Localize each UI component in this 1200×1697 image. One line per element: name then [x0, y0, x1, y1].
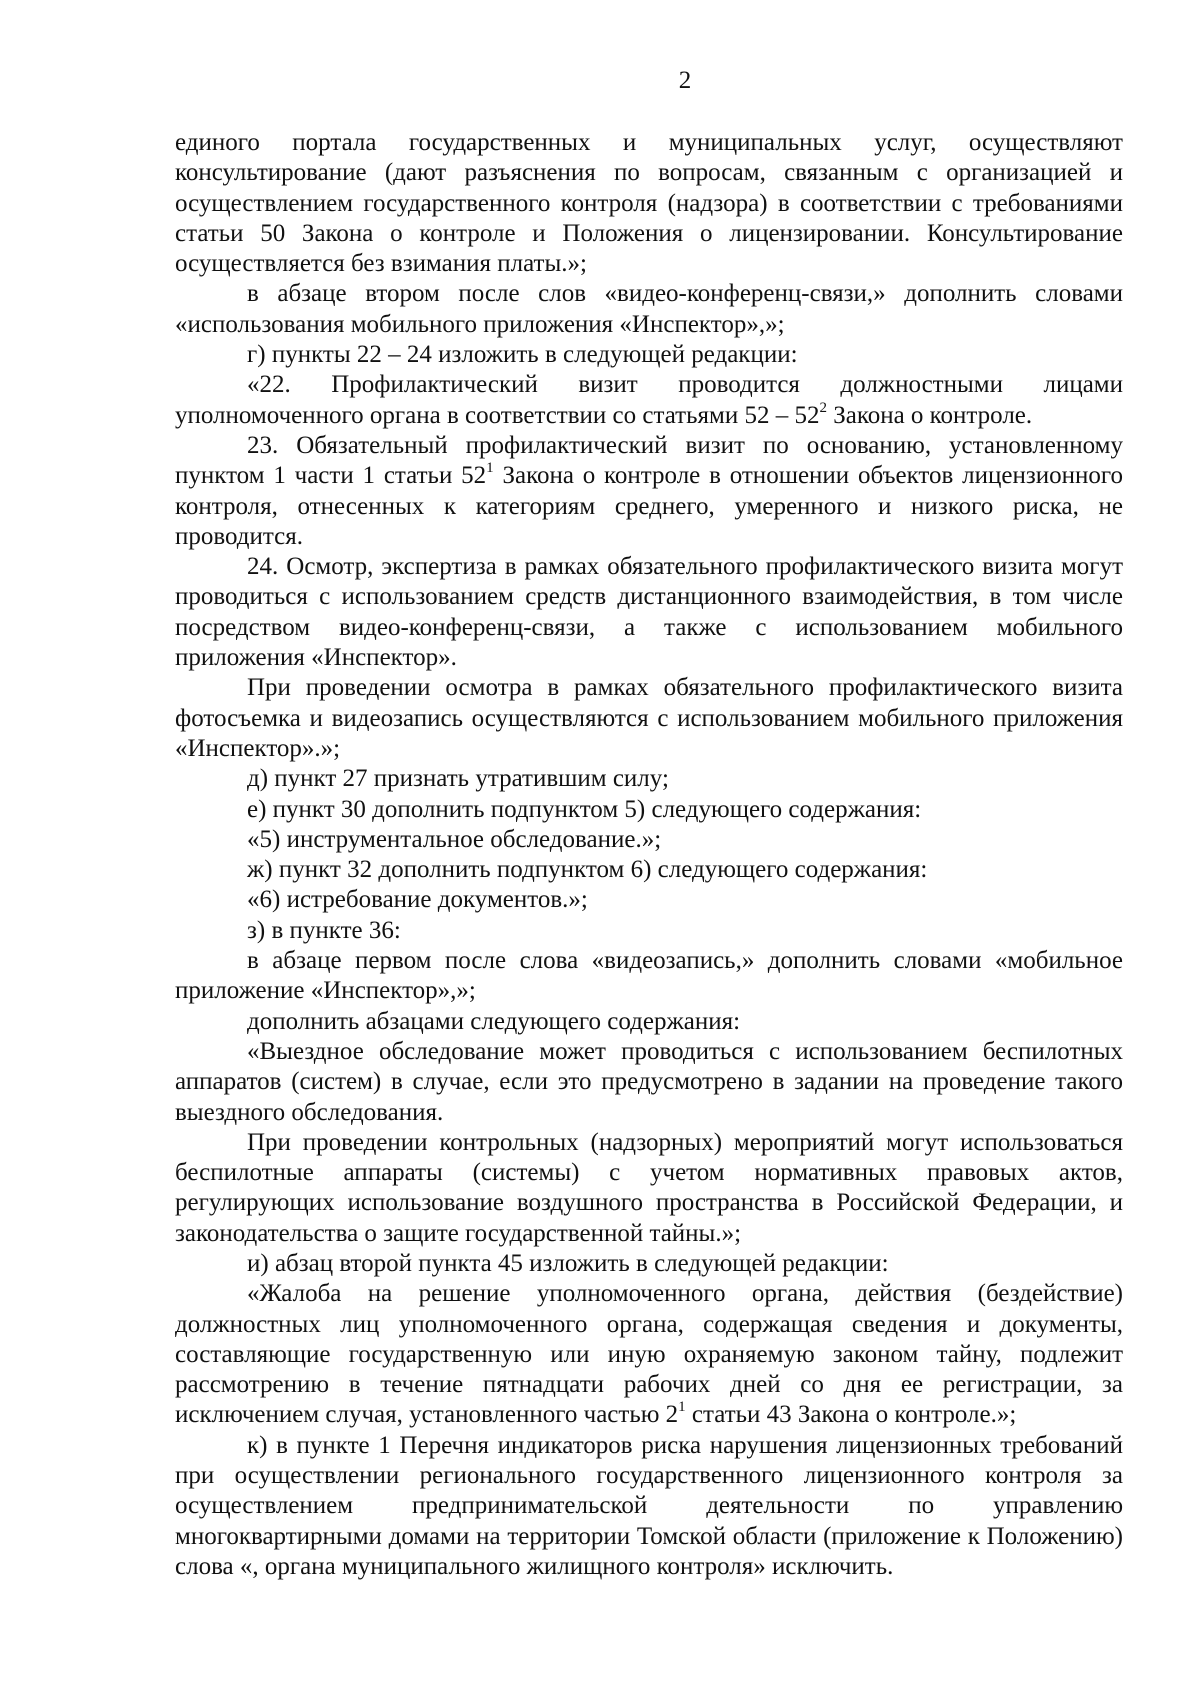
paragraph-text: Закона о контроле.: [826, 401, 1033, 429]
paragraph-text: в абзаце первом после слова «видеозапись,» дополнить словами «мобильное приложение «Инспектор»,»;: [175, 947, 1123, 1005]
paragraph-text: е) пункт 30 дополнить подпунктом 5) следующего содержания:: [247, 795, 922, 823]
paragraph: [175, 552, 1123, 673]
paragraph: [175, 795, 1123, 825]
paragraph-text: «6) истребование документов.»;: [247, 886, 588, 914]
paragraph-text: «22. Профилактический визит проводится должностными лицами уполномоченного органа в соответствии со статьями 52 – 52: [175, 371, 1123, 429]
paragraph-text: статьи 43 Закона о контроле.»;: [685, 1401, 1017, 1429]
paragraph: [175, 1249, 1123, 1279]
paragraph-text: г) пункты 22 – 24 изложить в следующей редакции:: [247, 341, 798, 369]
paragraph: [175, 1007, 1123, 1037]
paragraph-text: При проведении контрольных (надзорных) мероприятий могут использоваться беспилотные аппараты (системы) с учетом нормативных правовых актов, регулирующих использование воздушного пространства в Российской Федерации, и законодательства о защите государственной тайны.»;: [175, 1128, 1123, 1247]
paragraph: [175, 1279, 1123, 1430]
paragraph: [175, 128, 1123, 279]
paragraph-text: з) в пункте 36:: [247, 916, 401, 944]
paragraph-text: к) в пункте 1 Перечня индикаторов риска нарушения лицензионных требований при осуществлении регионального государственного лицензионного контроля за осуществлением предпринимательской деятельности по управлению многоквартирными домами на территории Томской области (приложение к Положению) слова «, органа муниципального жилищного контроля» исключить.: [175, 1431, 1123, 1580]
paragraph: [175, 340, 1123, 370]
paragraph: [175, 855, 1123, 885]
paragraph: [175, 1431, 1123, 1582]
paragraph-text: и) абзац второй пункта 45 изложить в следующей редакции:: [247, 1249, 889, 1277]
paragraph-text: «Выездное обследование может проводиться с использованием беспилотных аппаратов (систем) в случае, если это предусмотрено в задании на проведение такого выездного обследования.: [175, 1037, 1123, 1126]
paragraph: [175, 1128, 1123, 1249]
paragraph: [175, 764, 1123, 794]
paragraph-text: дополнить абзацами следующего содержания:: [247, 1007, 741, 1035]
paragraph: [175, 279, 1123, 340]
paragraph-text: «Жалоба на решение уполномоченного органа, действия (бездействие) должностных лиц уполномоченного органа, содержащая сведения и документы, составляющие государственную или иную охраняемую законом тайну, подлежит рассмотрению в течение пятнадцати рабочих дней со дня ее регистрации, за исключением случая, установленного частью 2: [175, 1280, 1123, 1429]
paragraph-text: д) пункт 27 признать утратившим силу;: [247, 765, 669, 793]
paragraph-text: 23. Обязательный профилактический визит по основанию, установленному пунктом 1 части 1 статьи 52: [175, 431, 1123, 490]
paragraph-text: ж) пункт 32 дополнить подпунктом 6) следующего содержания:: [247, 856, 928, 884]
paragraph-text: в абзаце втором после слов «видео-конференц-связи,» дополнить словами «использования мобильного приложения «Инспектор»,»;: [175, 280, 1123, 338]
paragraph: [175, 1037, 1123, 1128]
paragraph-text: единого портала государственных и муниципальных услуг, осуществляют консультирование (дают разъяснения по вопросам, связанным с организацией и осуществлением государственного контроля (надзора) в соответствии с требованиями статьи 50 Закона о контроле и Положения о лицензировании. Консультирование осуществляется без взимания платы.»;: [175, 129, 1123, 278]
paragraph-text: При проведении осмотра в рамках обязательного профилактического визита фотосъемка и видеозапись осуществляются с использованием мобильного приложения «Инспектор».»;: [175, 674, 1123, 762]
paragraph: [175, 825, 1123, 855]
paragraph-text: «5) инструментальное обследование.»;: [247, 825, 662, 853]
superscript: 1: [678, 1399, 686, 1416]
paragraph: [175, 673, 1123, 764]
superscript: 1: [486, 460, 494, 477]
paragraph: [175, 885, 1123, 915]
paragraph: [175, 946, 1123, 1007]
document-body: [175, 128, 1123, 1582]
paragraph: [175, 370, 1123, 431]
paragraph: [175, 916, 1123, 946]
paragraph-text: 24. Осмотр, экспертиза в рамках обязательного профилактического визита могут проводиться с использованием средств дистанционного взаимодействия, в том числе посредством видео-конференц-связи, а также с использованием мобильного приложения «Инспектор».: [175, 553, 1123, 672]
paragraph-text: Закона о контроле в отношении объектов лицензионного контроля, отнесенных к категориям среднего, умеренного и низкого риска, не проводится.: [175, 462, 1123, 550]
paragraph: [175, 431, 1123, 552]
page-number: 2: [678, 67, 692, 94]
superscript: 2: [819, 399, 827, 416]
